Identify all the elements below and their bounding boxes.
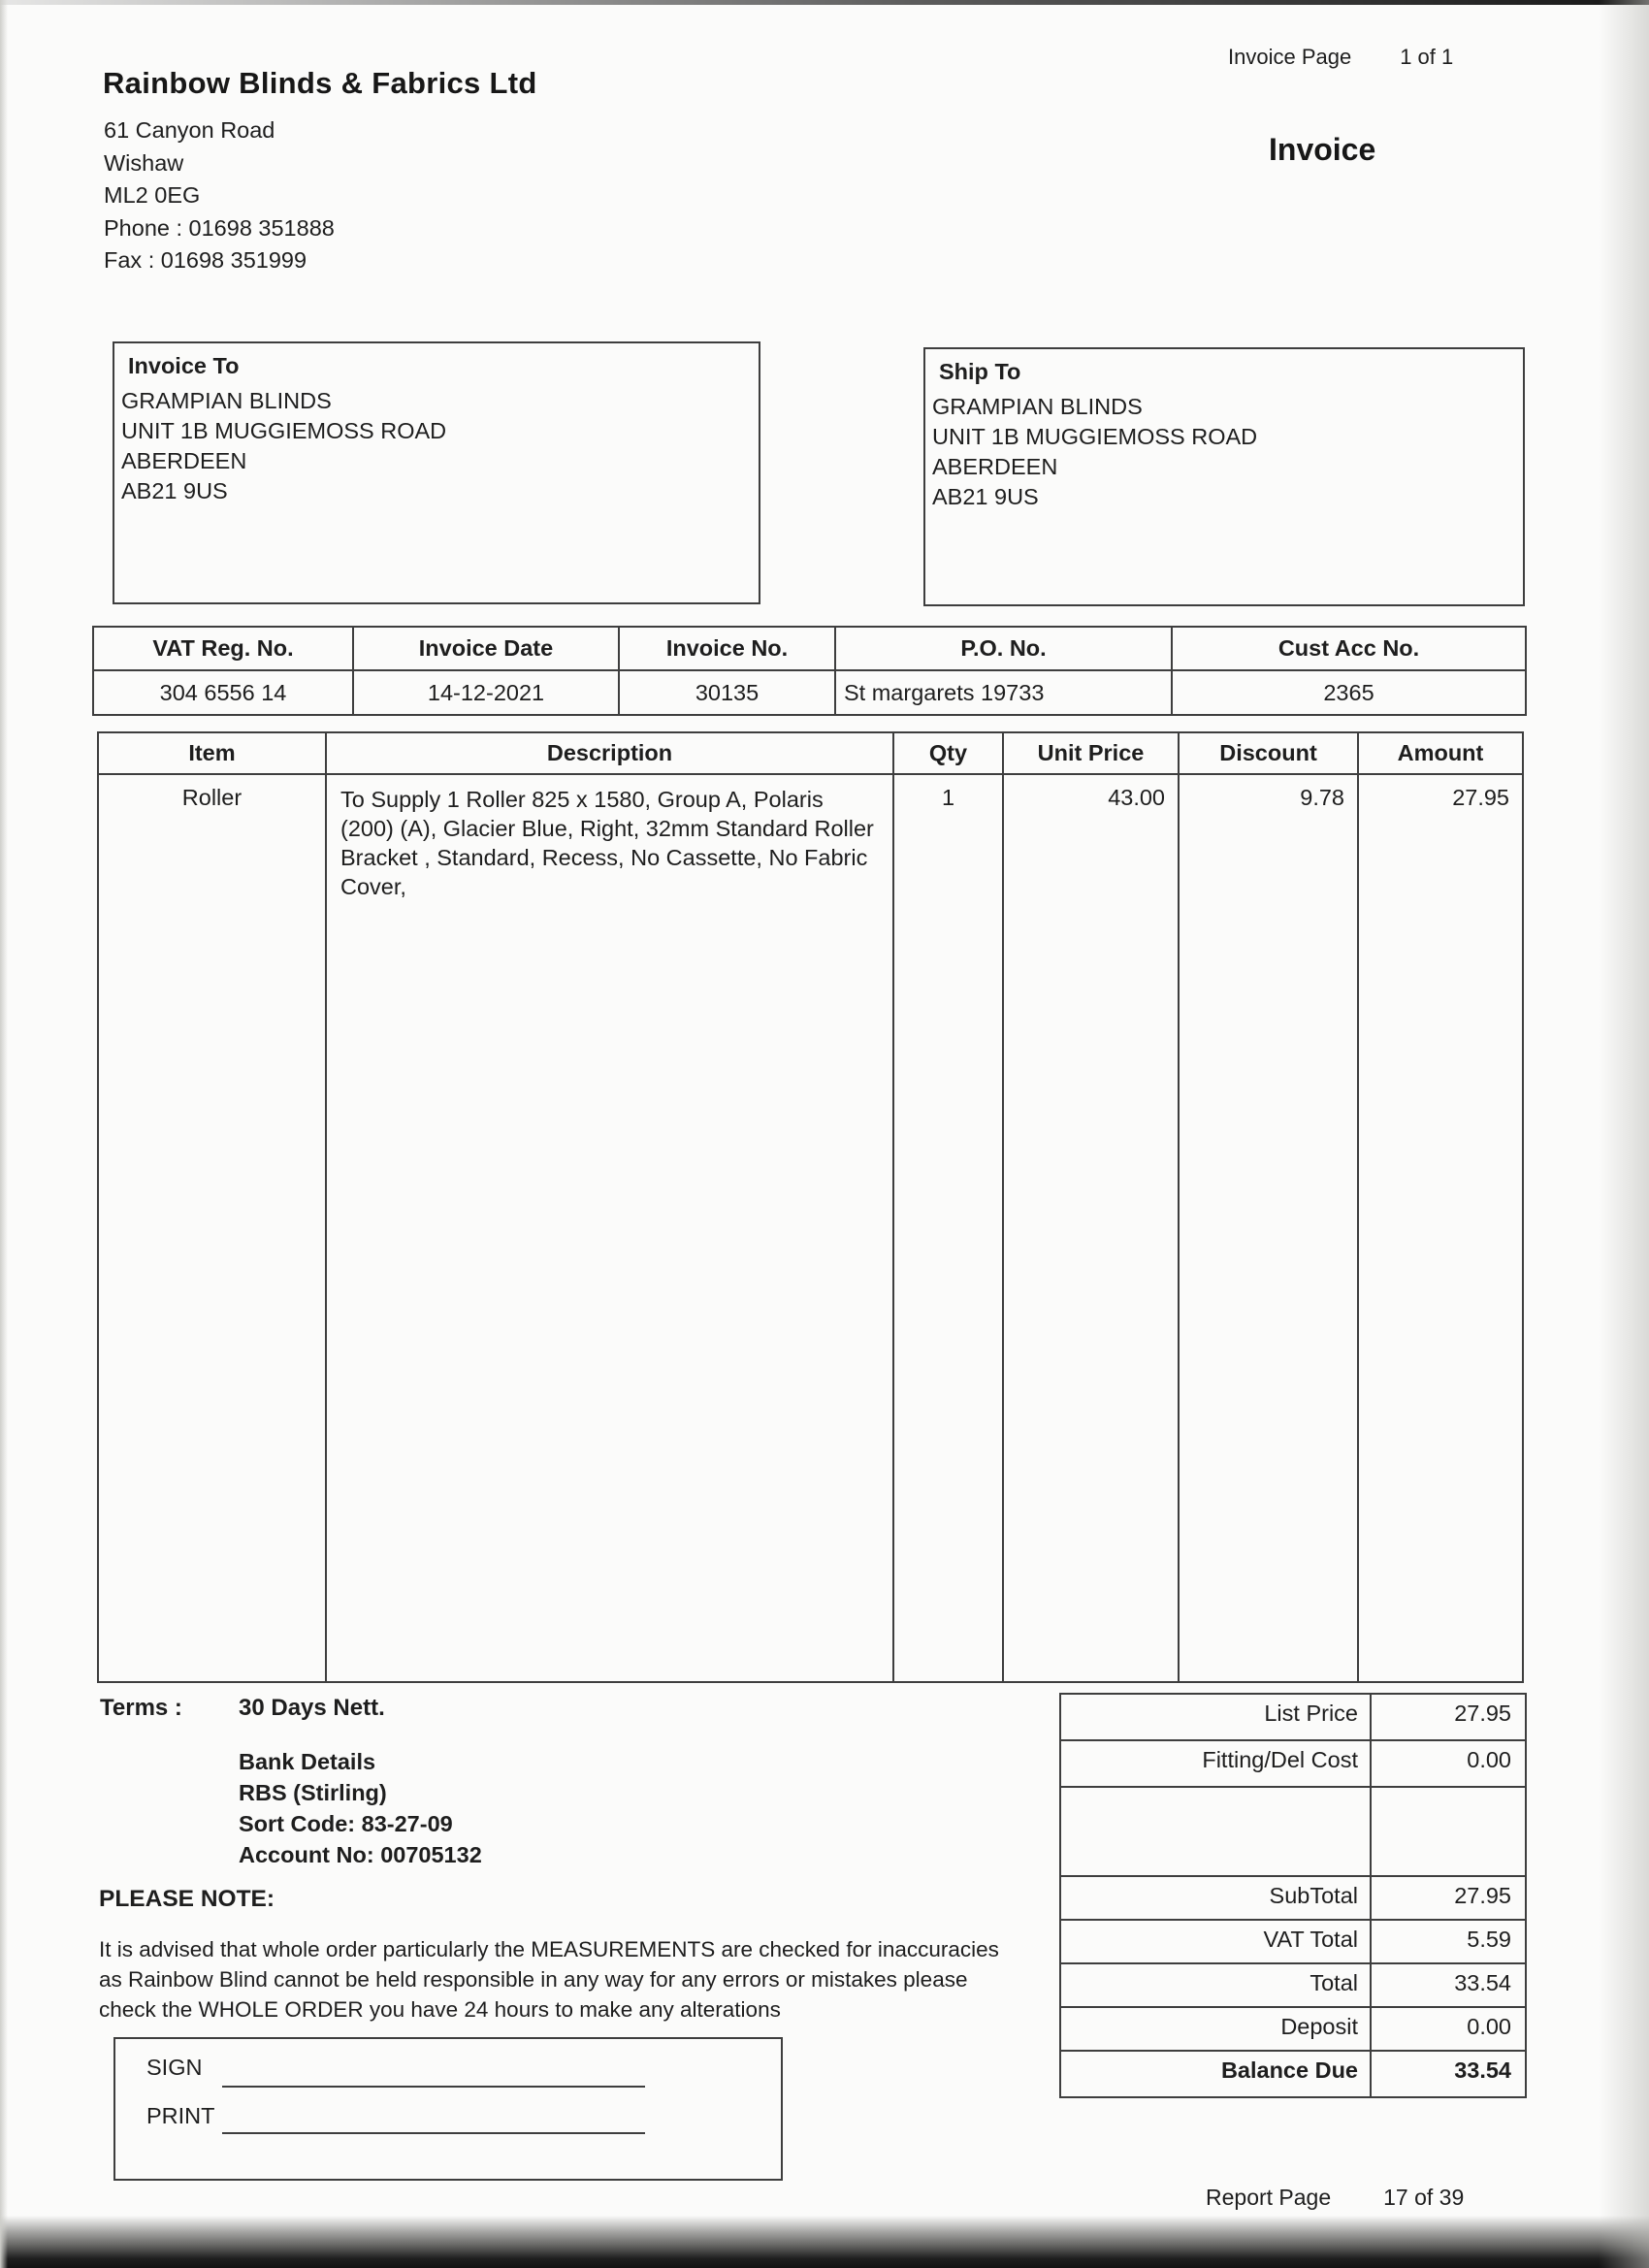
company-address-line: ML2 0EG (104, 182, 201, 208)
unit-price-cell: 43.00 (1003, 774, 1179, 1682)
company-address-line: 61 Canyon Road (104, 117, 275, 143)
ship-to-line: GRAMPIAN BLINDS (932, 394, 1143, 419)
summary-label: Fitting/Del Cost (1060, 1740, 1371, 1787)
bank-account-no: Account No: 00705132 (239, 1842, 482, 1867)
summary-label: Total (1060, 1963, 1371, 2007)
ship-to-box (923, 347, 1525, 606)
info-value-cust-acc-no: 2365 (1172, 670, 1526, 715)
summary-spacer-cell (1060, 1787, 1371, 1876)
scan-artifact-top-edge (0, 0, 1649, 5)
totals-summary-table (1059, 1693, 1527, 2098)
scan-artifact-bottom-edge (0, 2216, 1649, 2268)
info-header-invoice-date: Invoice Date (353, 627, 619, 670)
print-label: PRINT (146, 2103, 215, 2128)
company-address (104, 114, 335, 277)
bank-details-heading: Bank Details (239, 1749, 376, 1774)
ship-to-line: UNIT 1B MUGGIEMOSS ROAD (932, 424, 1258, 449)
invoice-page-label: Invoice Page (1228, 45, 1352, 69)
summary-label: Deposit (1060, 2007, 1371, 2051)
items-header-discount: Discount (1179, 732, 1358, 774)
company-fax: Fax : 01698 351999 (104, 247, 307, 273)
info-header-cust-acc-no: Cust Acc No. (1172, 627, 1526, 670)
ship-to-line: ABERDEEN (932, 454, 1058, 479)
summary-row-list-price (1060, 1694, 1526, 1740)
signature-box (113, 2037, 783, 2181)
summary-spacer-cell (1371, 1787, 1526, 1876)
summary-row-deposit (1060, 2007, 1526, 2051)
report-page-indicator (1206, 2185, 1464, 2211)
bank-details (239, 1746, 482, 1870)
sign-line (222, 2086, 645, 2088)
summary-value: 27.95 (1371, 1694, 1526, 1740)
info-value-vat-reg-no: 304 6556 14 (93, 670, 353, 715)
info-value-invoice-date: 14-12-2021 (353, 670, 619, 715)
report-page-value: 17 of 39 (1383, 2185, 1465, 2210)
print-line (222, 2132, 645, 2134)
summary-row-vat-total (1060, 1920, 1526, 1963)
item-cell: Roller (98, 774, 326, 1682)
company-name: Rainbow Blinds & Fabrics Ltd (103, 66, 537, 100)
qty-cell: 1 (893, 774, 1003, 1682)
summary-row-subtotal (1060, 1876, 1526, 1920)
info-header-po-no: P.O. No. (835, 627, 1172, 670)
summary-label: VAT Total (1060, 1920, 1371, 1963)
summary-spacer-row (1060, 1787, 1526, 1876)
items-header-item: Item (98, 732, 326, 774)
line-items-table (97, 731, 1524, 1683)
info-header-vat-reg-no: VAT Reg. No. (93, 627, 353, 670)
summary-value: 27.95 (1371, 1876, 1526, 1920)
invoice-to-box (113, 341, 760, 604)
invoice-to-label: Invoice To (128, 353, 240, 378)
items-header-description: Description (326, 732, 893, 774)
info-value-po-no: St margarets 19733 (835, 670, 1172, 715)
amount-cell: 27.95 (1358, 774, 1523, 1682)
items-header-amount: Amount (1358, 732, 1523, 774)
items-header-qty: Qty (893, 732, 1003, 774)
summary-value: 5.59 (1371, 1920, 1526, 1963)
please-note-heading: PLEASE NOTE: (99, 1886, 275, 1912)
invoice-page-indicator (1228, 45, 1453, 70)
invoice-to-line: GRAMPIAN BLINDS (121, 388, 332, 413)
report-page-label: Report Page (1206, 2185, 1332, 2210)
scan-artifact-left-edge (0, 0, 8, 2268)
description-cell: To Supply 1 Roller 825 x 1580, Group A, Polaris (200) (A), Glacier Blue, Right, 32mm Standard Roller Bracket , Standard, Recess, No Cassette, No Fabric Cover, (326, 774, 893, 1682)
bank-sort-code: Sort Code: 83-27-09 (239, 1811, 453, 1836)
summary-label: Balance Due (1060, 2051, 1371, 2097)
summary-row-total (1060, 1963, 1526, 2007)
terms-value: 30 Days Nett. (239, 1695, 385, 1721)
info-value-row (93, 670, 1526, 715)
bank-name: RBS (Stirling) (239, 1780, 387, 1805)
summary-value: 0.00 (1371, 1740, 1526, 1787)
ship-to-line: AB21 9US (932, 484, 1039, 509)
invoice-info-table (92, 626, 1527, 716)
ship-to-label: Ship To (939, 359, 1021, 384)
scan-artifact-right-edge (1599, 0, 1649, 2268)
summary-label: List Price (1060, 1694, 1371, 1740)
invoice-line-item-row (98, 774, 1523, 1682)
company-address-line: Wishaw (104, 149, 184, 176)
invoice-to-line: UNIT 1B MUGGIEMOSS ROAD (121, 418, 447, 443)
please-note-text: It is advised that whole order particularly the MEASUREMENTS are checked for inaccuracies as Rainbow Blind cannot be held responsible in any way for any errors or mistakes please check the WHOLE ORDER you have 24 hours to make any alterations (99, 1937, 999, 2022)
info-header-row (93, 627, 1526, 670)
items-header-row (98, 732, 1523, 774)
terms-label: Terms : (100, 1695, 182, 1721)
document-title: Invoice (1269, 132, 1376, 167)
invoice-to-line: ABERDEEN (121, 448, 247, 473)
summary-value: 0.00 (1371, 2007, 1526, 2051)
invoice-page-value: 1 of 1 (1400, 45, 1454, 69)
summary-value: 33.54 (1371, 1963, 1526, 2007)
summary-label: SubTotal (1060, 1876, 1371, 1920)
company-phone: Phone : 01698 351888 (104, 214, 335, 241)
sign-label: SIGN (146, 2055, 203, 2080)
info-header-invoice-no: Invoice No. (619, 627, 835, 670)
discount-cell: 9.78 (1179, 774, 1358, 1682)
invoice-to-line: AB21 9US (121, 478, 228, 503)
items-header-unit-price: Unit Price (1003, 732, 1179, 774)
summary-row-balance-due (1060, 2051, 1526, 2097)
info-value-invoice-no: 30135 (619, 670, 835, 715)
summary-row-fitting-del-cost (1060, 1740, 1526, 1787)
summary-value: 33.54 (1371, 2051, 1526, 2097)
